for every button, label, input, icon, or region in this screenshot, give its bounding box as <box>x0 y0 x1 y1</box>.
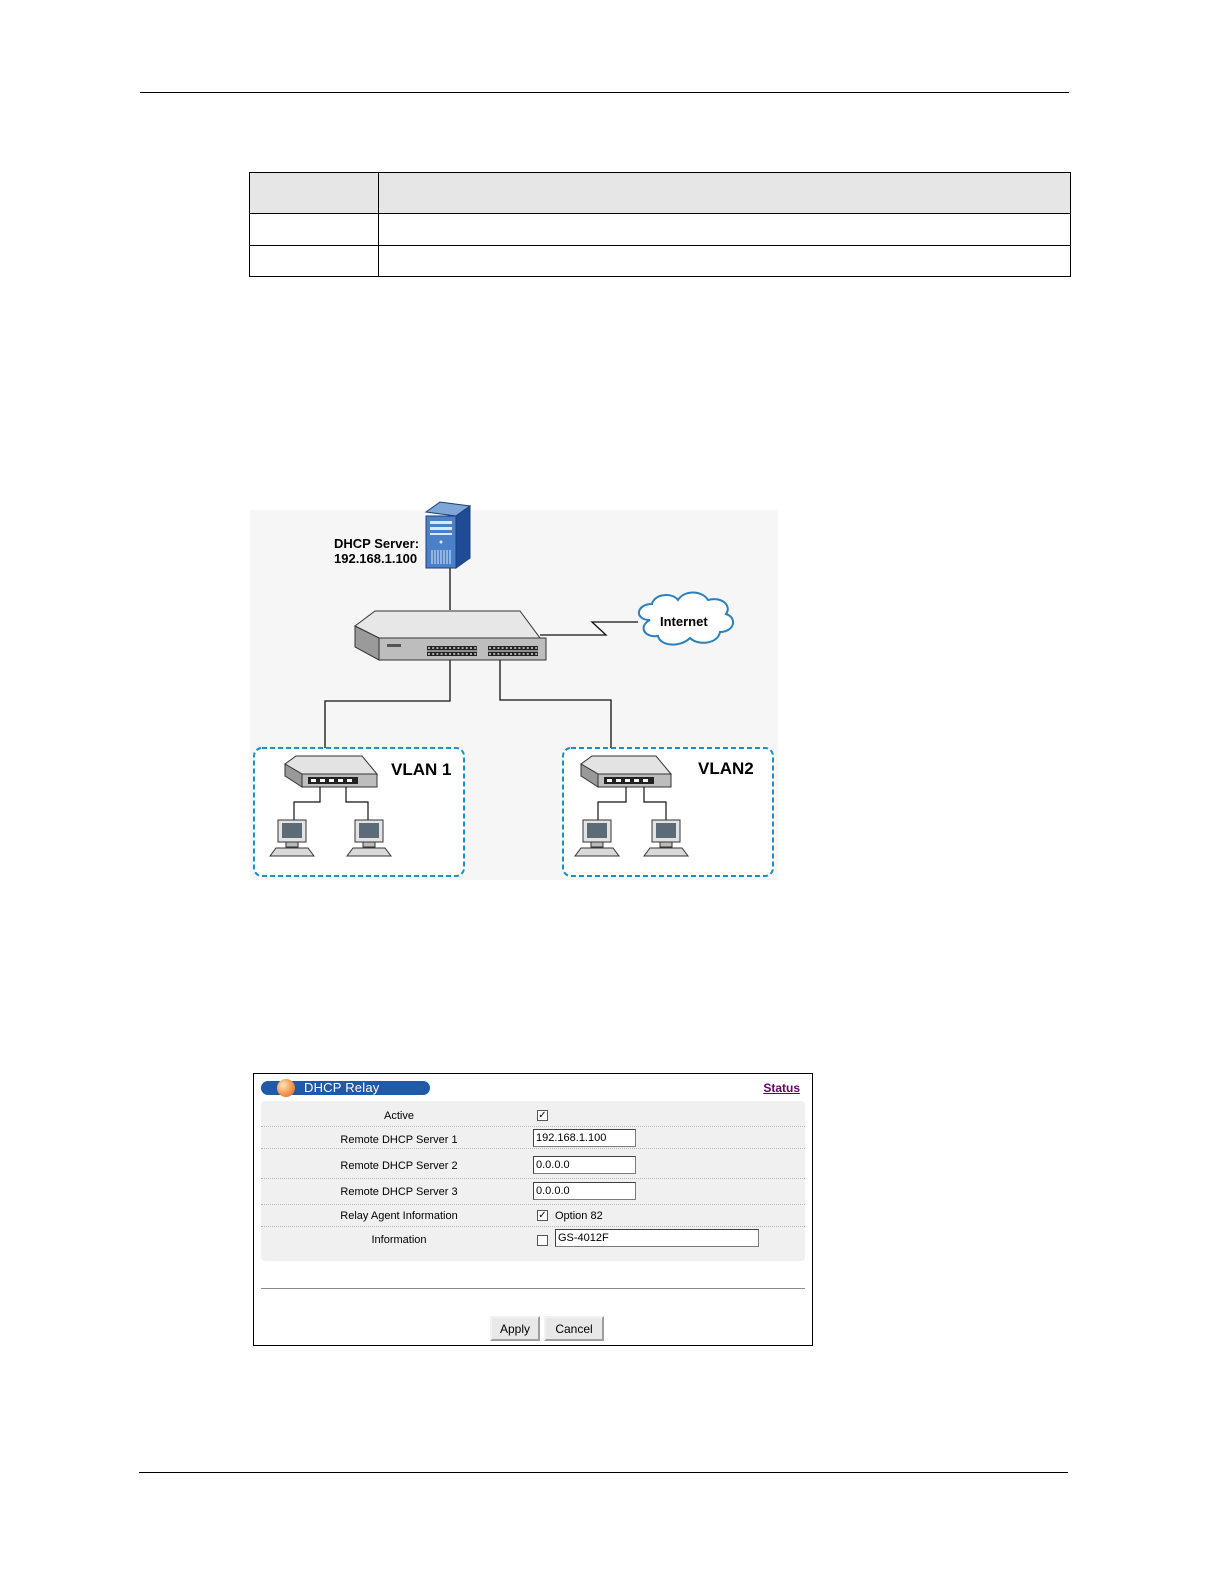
table-row <box>250 214 1071 245</box>
server2-label: Remote DHCP Server 2 <box>340 1160 458 1172</box>
option82-checkbox[interactable]: ✓ <box>538 1210 547 1221</box>
server3-input[interactable]: 0.0.0.0 <box>533 1182 636 1200</box>
information-label: Information <box>371 1234 427 1246</box>
row-relay-agent <box>261 1205 805 1227</box>
table-header-cell <box>379 173 1071 214</box>
table-header-row <box>250 173 1071 214</box>
table-cell <box>379 245 1071 276</box>
cancel-button[interactable]: Cancel <box>544 1316 604 1341</box>
network-diagram <box>250 498 778 880</box>
server-icon <box>426 502 470 568</box>
server2-input[interactable]: 0.0.0.0 <box>533 1156 636 1174</box>
vlan2-label: VLAN2 <box>698 759 754 778</box>
relay-agent-label: Relay Agent Information <box>340 1210 458 1222</box>
header-rule <box>140 92 1069 93</box>
active-checkbox[interactable]: ✓ <box>538 1110 547 1121</box>
server-ip-label: 192.168.1.100 <box>334 551 418 566</box>
row-server1 <box>261 1127 805 1149</box>
hub-icon <box>285 756 377 787</box>
server1-input[interactable]: 192.168.1.100 <box>533 1129 636 1147</box>
row-active <box>261 1105 805 1127</box>
dhcp-relay-panel <box>253 1073 813 1346</box>
apply-button[interactable]: Apply <box>490 1316 540 1341</box>
switch-icon <box>355 611 546 660</box>
status-link[interactable]: Status <box>763 1081 800 1095</box>
server1-label: Remote DHCP Server 1 <box>340 1134 458 1146</box>
active-label: Active <box>384 1110 414 1122</box>
information-input[interactable]: GS-4012F <box>555 1229 759 1247</box>
internet-label: Internet <box>660 614 708 629</box>
hub-icon <box>581 756 671 787</box>
server-label: DHCP Server: <box>334 536 420 551</box>
reference-table <box>249 172 1071 277</box>
divider <box>261 1288 805 1289</box>
row-information <box>261 1227 805 1253</box>
panel-title: DHCP Relay <box>304 1080 380 1095</box>
footer-rule <box>139 1472 1068 1473</box>
table-cell <box>250 214 379 245</box>
row-server2 <box>261 1153 805 1179</box>
information-checkbox[interactable] <box>537 1235 548 1246</box>
table-cell <box>379 214 1071 245</box>
vlan1-label: VLAN 1 <box>391 760 452 779</box>
row-server3 <box>261 1179 805 1205</box>
settings-form <box>261 1101 805 1261</box>
table-cell <box>250 245 379 276</box>
server3-label: Remote DHCP Server 3 <box>340 1186 458 1198</box>
table-row <box>250 245 1071 276</box>
title-orb-icon <box>277 1079 295 1097</box>
table-header-cell <box>250 173 379 214</box>
option82-label: Option 82 <box>555 1210 603 1222</box>
